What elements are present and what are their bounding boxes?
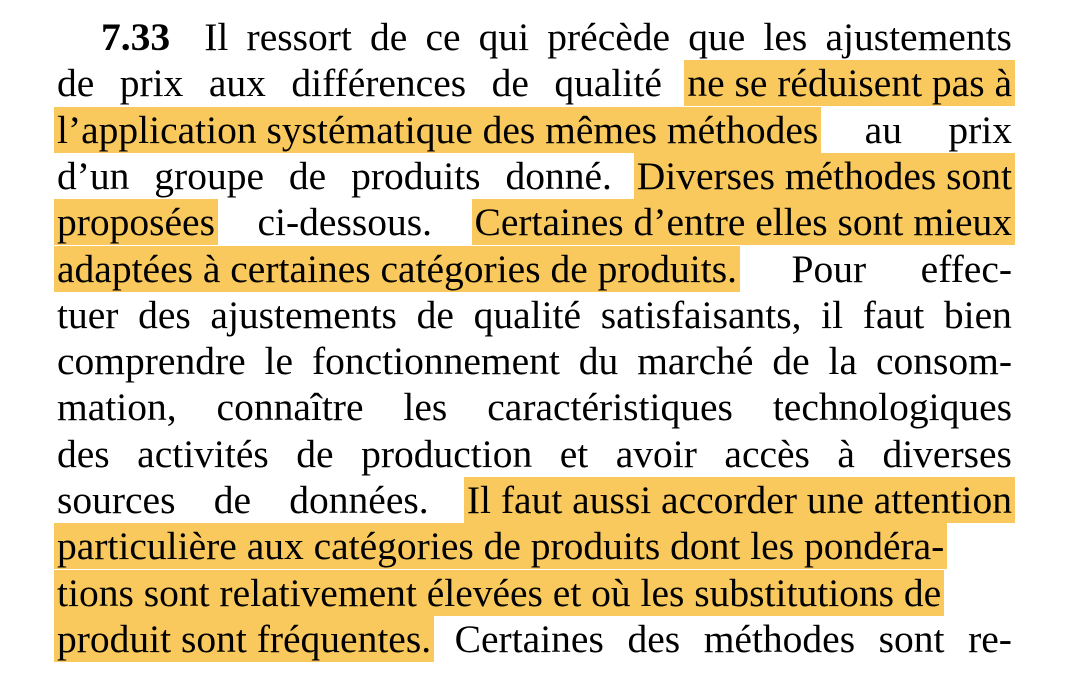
- text-segment: ajustements: [825, 15, 1012, 59]
- text-segment: produits: [351, 153, 481, 198]
- text-segment: de: [213, 478, 252, 522]
- text-segment: effec-: [920, 246, 1012, 291]
- text-segment: prix: [948, 107, 1012, 152]
- text-segment: avoir: [615, 431, 697, 476]
- text-segment: connaître: [216, 385, 364, 430]
- text-segment: la: [828, 339, 858, 384]
- text-segment: production: [361, 431, 533, 476]
- text-segment: des: [627, 616, 681, 661]
- text-segment: au: [864, 107, 902, 152]
- paragraph-line: [57, 60, 1012, 106]
- text-segment: satisfaisants,: [600, 292, 802, 337]
- text-segment: et: [559, 431, 589, 476]
- text-segment: qualité: [473, 292, 582, 337]
- paragraph-line: [57, 431, 1012, 477]
- text-segment: bien: [943, 292, 1012, 337]
- paragraph-line: [57, 199, 1012, 245]
- text-segment: sont: [878, 616, 945, 661]
- text-segment: sources: [57, 478, 176, 522]
- text-segment: différences: [291, 61, 467, 106]
- text-segment: de: [370, 15, 408, 59]
- text-segment: à: [837, 431, 855, 476]
- text-segment: d’un: [57, 153, 130, 198]
- text-segment: consom-: [875, 339, 1012, 384]
- text-segment: les: [763, 15, 808, 59]
- highlighted-text: l’application systématique des mêmes méthodes: [57, 107, 819, 152]
- text-segment: de: [772, 339, 810, 384]
- paragraph-line: [57, 338, 1012, 384]
- text-segment: des: [57, 431, 110, 476]
- text-segment: comprendre: [57, 339, 246, 384]
- text-segment: que: [688, 15, 746, 59]
- text-segment: diverses: [882, 431, 1012, 476]
- highlighted-text: tions sont relativement élevées et où les substitutions de: [57, 570, 942, 615]
- text-segment: de: [288, 153, 327, 198]
- highlighted-text: Il faut aussi accorder une attention: [466, 478, 1012, 522]
- text-segment: groupe: [154, 153, 264, 198]
- text-segment: aux: [208, 61, 266, 106]
- text-segment: de: [296, 431, 334, 476]
- text-segment: de: [491, 61, 529, 106]
- highlighted-text: ne se réduisent pas à: [687, 61, 1012, 106]
- paragraph-line: [57, 570, 1012, 616]
- paragraph-line: [57, 616, 1012, 662]
- text-segment: accès: [724, 431, 810, 476]
- paragraph-line: [57, 246, 1012, 292]
- text-segment: ci-dessous.: [257, 200, 432, 245]
- text-segment: méthodes: [703, 616, 856, 661]
- text-segment: tuer: [57, 292, 119, 337]
- text-segment: donné.: [505, 153, 612, 198]
- highlighted-text: adaptées à certaines catégories de produits.: [57, 246, 737, 291]
- paragraph-line: [57, 523, 1012, 569]
- paragraph-line: [101, 14, 1012, 60]
- highlighted-text: Certaines d’entre elles sont mieux: [474, 200, 1012, 245]
- text-segment: prix: [119, 61, 184, 106]
- paragraph-number: 7.33: [101, 15, 171, 59]
- highlighted-text: proposées: [57, 200, 215, 245]
- text-segment: Il: [204, 15, 229, 59]
- text-segment: activités: [137, 431, 269, 476]
- text-segment: re-: [968, 616, 1012, 661]
- text-segment: Certaines: [454, 616, 604, 661]
- paragraph-line: [57, 107, 1012, 153]
- text-segment: faut: [862, 292, 925, 337]
- text-segment: il: [821, 292, 844, 337]
- text-segment: caractéristiques: [487, 385, 733, 430]
- text-segment: ce: [425, 15, 461, 59]
- text-segment: ajustements: [210, 292, 397, 337]
- text-segment: précède: [547, 15, 671, 59]
- text-segment: qualité: [554, 61, 662, 106]
- highlighted-text: produit sont fréquentes.: [57, 616, 432, 661]
- text-segment: mation,: [57, 385, 177, 430]
- text-segment: marché: [637, 339, 754, 384]
- text-segment: ressort: [246, 15, 352, 59]
- paragraph-line: [57, 292, 1012, 338]
- text-segment: le: [264, 339, 294, 384]
- text-segment: Pour: [791, 246, 867, 291]
- text-segment: de: [57, 61, 95, 106]
- paragraph-line: [57, 153, 1012, 199]
- highlighted-text: particulière aux catégories de produits dont les pondéra-: [57, 524, 945, 569]
- paragraph-line: [57, 477, 1012, 523]
- text-segment: qui: [478, 15, 530, 59]
- text-segment: technologiques: [772, 385, 1012, 430]
- highlighted-text: Diverses méthodes sont: [636, 153, 1012, 198]
- text-segment: des: [138, 292, 191, 337]
- text-segment: données.: [289, 478, 429, 522]
- text-segment: fonctionnement: [311, 339, 560, 384]
- text-segment: de: [416, 292, 454, 337]
- text-segment: du: [578, 339, 619, 384]
- text-segment: les: [403, 385, 448, 430]
- paragraph-line: [57, 384, 1012, 430]
